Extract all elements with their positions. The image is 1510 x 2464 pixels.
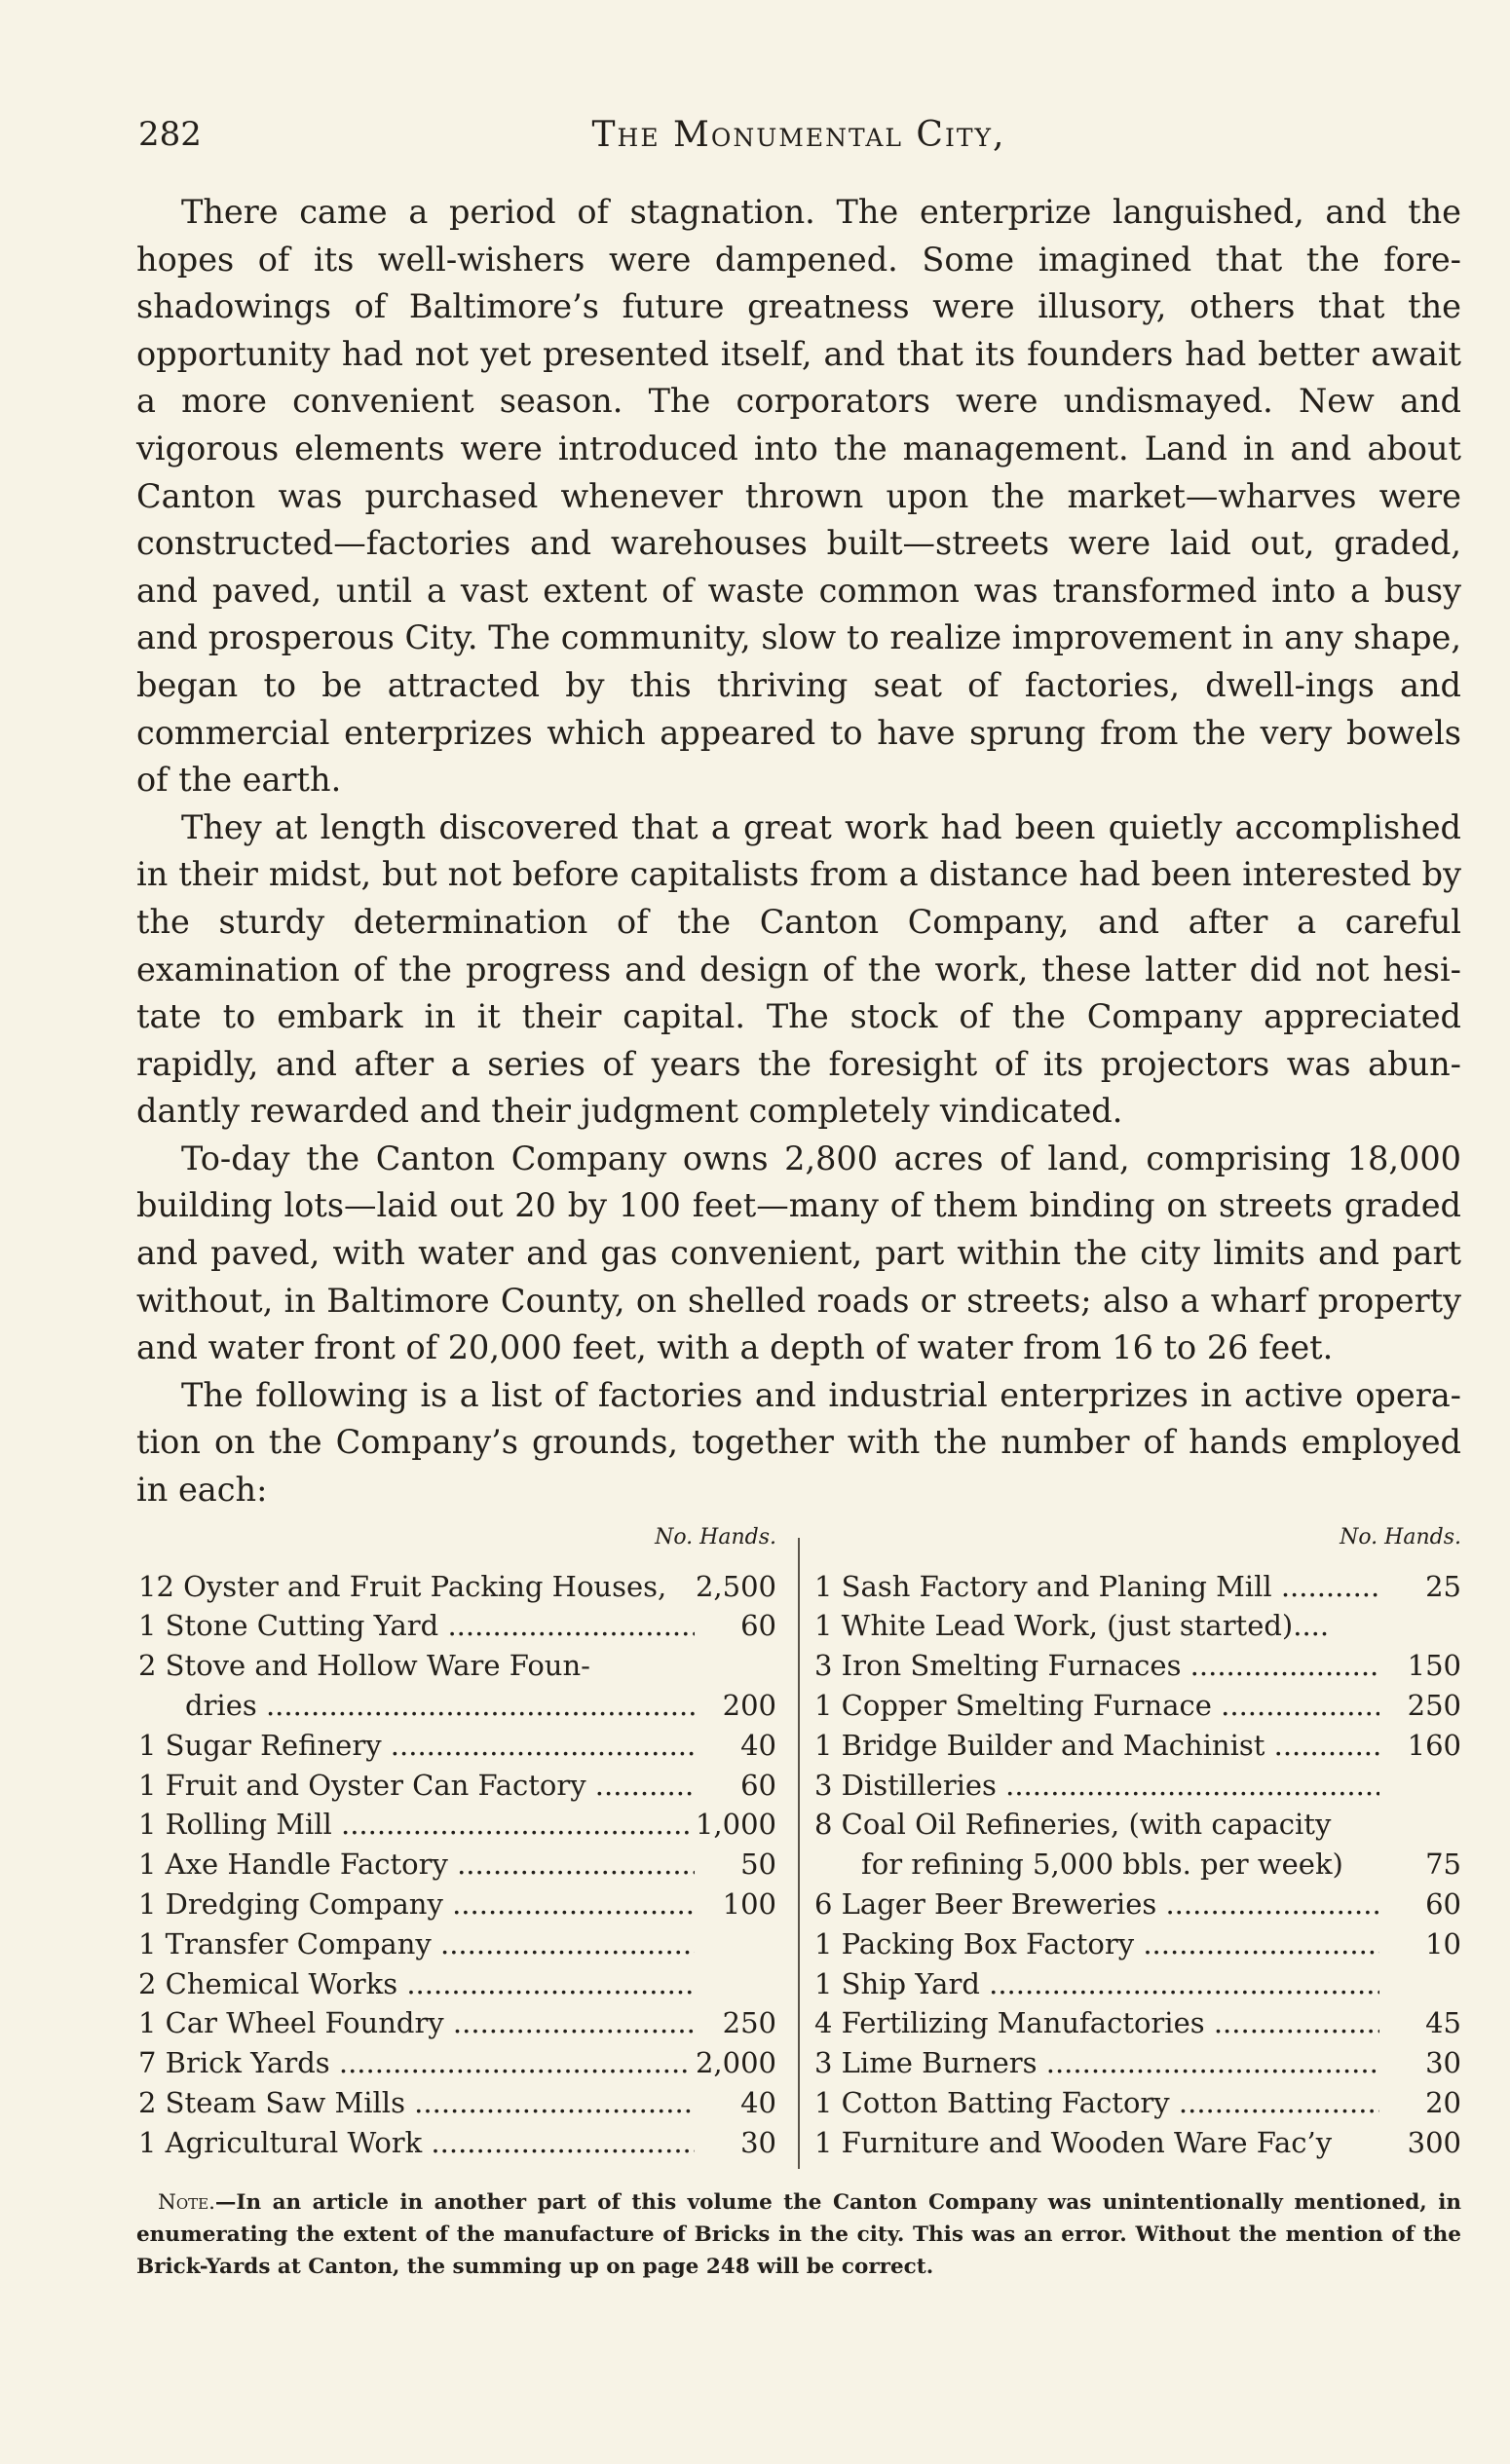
hands-count: 2,000 <box>695 2046 776 2080</box>
enterprise-name: 3 Iron Smelting Furnaces ..... <box>814 1646 1379 1686</box>
column-header-left: No. Hands. <box>655 1524 776 1549</box>
hands-count: 30 <box>740 2125 776 2159</box>
enterprise-name: 1 Bridge Builder and Machinist ..... <box>814 1726 1379 1766</box>
paragraph-list-intro: The following is a list of factories and industrial enterprizes in active opera-tion on the Company’s grounds, together with the number of hands employed in each: <box>136 1375 1461 1510</box>
table-row <box>814 1606 1461 1646</box>
table-row <box>138 2043 776 2083</box>
table-row <box>814 1646 1461 1686</box>
body-text <box>136 189 1461 1514</box>
table-row <box>814 2003 1461 2043</box>
enterprise-name: 4 Fertilizing Manufactories ..... <box>814 2003 1379 2043</box>
hands-count: 45 <box>1425 2006 1461 2040</box>
hands-count: 250 <box>1407 1689 1461 1723</box>
enterprise-name: 1 Cotton Batting Factory ..... <box>814 2083 1379 2123</box>
hands-count: 30 <box>1425 2046 1461 2080</box>
enterprise-name: 6 Lager Beer Breweries ..... <box>814 1885 1379 1924</box>
table-row <box>138 1646 776 1686</box>
column-header-right: No. Hands. <box>1340 1524 1461 1549</box>
enterprise-name: 1 Furniture and Wooden Ware Fac’y <box>814 2125 1333 2159</box>
enterprise-name: 1 Sash Factory and Planing Mill ..... <box>814 1567 1379 1607</box>
column-divider <box>798 1538 800 2169</box>
enterprise-name: 1 Copper Smelting Furnace ..... <box>814 1686 1379 1726</box>
enterprise-name: 1 Transfer Company ..... <box>138 1924 695 1964</box>
table-row <box>138 1964 776 2004</box>
footnote-label: Note. <box>158 2189 215 2215</box>
hands-count: 40 <box>740 1728 776 1762</box>
hands-count: 60 <box>740 1768 776 1802</box>
enterprise-name: 2 Chemical Works ..... <box>138 1964 695 2004</box>
hands-count: 200 <box>722 1689 776 1723</box>
enterprise-name: 1 Rolling Mill ..... <box>138 1805 690 1845</box>
running-title: The Monumental City, <box>591 115 1006 155</box>
hands-count: 20 <box>1425 2085 1461 2119</box>
table-row <box>138 2003 776 2043</box>
enterprise-name: for refining 5,000 bbls. per week) <box>861 1848 1343 1882</box>
hands-count: 60 <box>740 1609 776 1643</box>
table-row <box>814 1964 1461 2004</box>
table-row <box>138 1766 776 1806</box>
enterprise-name: 1 Ship Yard ..... <box>814 1964 1379 2004</box>
factories-column-left <box>138 1520 776 2163</box>
paragraph-discovery: They at length discovered that a great work had been quietly accomplished in their midst, but not before capitalists from a distance had been interested by the sturdy determination of the Canton Company, and after a careful examination of the progress and design of the work, these latter did not hesi-tate to embark in it their capital. The stock of the Company appreciated rapidly, and after a series of years the foresight of its projectors was abun-dantly rewarded and their judgment completely vindicated. <box>136 807 1461 1131</box>
page-header <box>136 109 1461 168</box>
table-row <box>814 1924 1461 1964</box>
table-row <box>138 1567 776 1607</box>
enterprise-name: 1 Car Wheel Foundry ..... <box>138 2003 695 2043</box>
hands-count: 60 <box>1425 1887 1461 1921</box>
table-row <box>814 1686 1461 1726</box>
hands-count: 300 <box>1407 2125 1461 2159</box>
table-row <box>138 1924 776 1964</box>
footnote-text: —In an article in another part of this volume the Canton Company was unintentionally mentioned, in enumerating the extent of the manufacture of Bricks in the city. This was an error. Without the mention of the Brick-Yards at Canton, the summing up on page 248 will be correct. <box>136 2189 1461 2279</box>
enterprise-name: 1 Agricultural Work ..... <box>138 2123 695 2163</box>
enterprise-name: 1 White Lead Work, (just started).... <box>814 1609 1330 1643</box>
enterprise-name: 1 Dredging Company ..... <box>138 1885 695 1924</box>
table-row <box>814 1726 1461 1766</box>
page-number: 282 <box>138 115 202 154</box>
table-row <box>814 2083 1461 2123</box>
factories-table <box>136 1520 1461 2173</box>
enterprise-name: 2 Stove and Hollow Ware Foun- <box>138 1649 590 1683</box>
hands-count: 250 <box>722 2006 776 2040</box>
hands-count: 75 <box>1425 1848 1461 1882</box>
hands-count: 50 <box>740 1848 776 1882</box>
enterprise-name: 1 Sugar Refinery ..... <box>138 1726 695 1766</box>
enterprise-name: 3 Lime Burners ..... <box>814 2043 1379 2083</box>
table-row <box>138 2123 776 2163</box>
enterprise-name: 1 Axe Handle Factory ..... <box>138 1845 695 1885</box>
paragraph-stagnation: There came a period of stagnation. The enterprize languished, and the hopes of its well-wishers were dampened. Some imagined that the fore-shadowings of Baltimore’s future greatness were illusory, others that the opportunity had not yet presented itself, and that its founders had better await a more convenient season. The corporators were undismayed. New and vigorous elements were introduced into the management. Land in and about Canton was purchased whenever thrown upon the market—wharves were constructed—factories and warehouses built—streets were laid out, graded, and paved, until a vast extent of waste common was transformed into a busy and prosperous City. The community, slow to realize improvement in any shape, began to be attracted by this thriving seat of factories, dwell-ings and commercial enterprizes which appeared to have sprung from the very bowels of the earth. <box>136 193 1461 800</box>
table-row <box>814 1766 1461 1806</box>
table-row <box>138 1885 776 1924</box>
table-row <box>138 1845 776 1885</box>
enterprise-name: 2 Steam Saw Mills ..... <box>138 2083 695 2123</box>
hands-count: 10 <box>1425 1926 1461 1960</box>
enterprise-name: 7 Brick Yards ..... <box>138 2043 690 2083</box>
enterprise-name: 1 Fruit and Oyster Can Factory ..... <box>138 1766 695 1806</box>
table-row <box>138 1805 776 1845</box>
hands-count: 25 <box>1425 1569 1461 1603</box>
table-row <box>814 1845 1461 1885</box>
enterprise-name: 12 Oyster and Fruit Packing Houses, <box>138 1569 667 1603</box>
factories-column-right <box>814 1520 1461 2163</box>
hands-count: 150 <box>1407 1649 1461 1683</box>
table-row <box>814 2123 1461 2163</box>
enterprise-name: 8 Coal Oil Refineries, (with capacity <box>814 1808 1332 1842</box>
hands-count: 1,000 <box>695 1808 776 1842</box>
table-row <box>138 1606 776 1646</box>
table-row <box>138 1686 776 1726</box>
table-row <box>138 1726 776 1766</box>
table-row <box>814 1885 1461 1924</box>
table-row <box>814 1805 1461 1845</box>
footnote <box>136 2186 1461 2283</box>
hands-count: 100 <box>722 1887 776 1921</box>
enterprise-name: 3 Distilleries ..... <box>814 1766 1379 1806</box>
table-row <box>138 2083 776 2123</box>
book-page <box>136 109 1461 2283</box>
hands-count: 160 <box>1407 1728 1461 1762</box>
table-row <box>814 2043 1461 2083</box>
enterprise-name: 1 Packing Box Factory ..... <box>814 1924 1379 1964</box>
hands-count: 40 <box>740 2085 776 2119</box>
enterprise-name: dries ..... <box>138 1686 695 1726</box>
paragraph-land-holdings: To-day the Canton Company owns 2,800 acres of land, comprising 18,000 building lots—laid out 20 by 100 feet—many of them binding on streets graded and paved, with water and gas convenient, part within the city limits and part without, in Baltimore County, on shelled roads or streets; also a wharf property and water front of 20,000 feet, with a depth of water from 16 to 26 feet. <box>136 1139 1461 1367</box>
hands-count: 2,500 <box>695 1569 776 1603</box>
enterprise-name: 1 Stone Cutting Yard ..... <box>138 1606 695 1646</box>
table-row <box>814 1567 1461 1607</box>
